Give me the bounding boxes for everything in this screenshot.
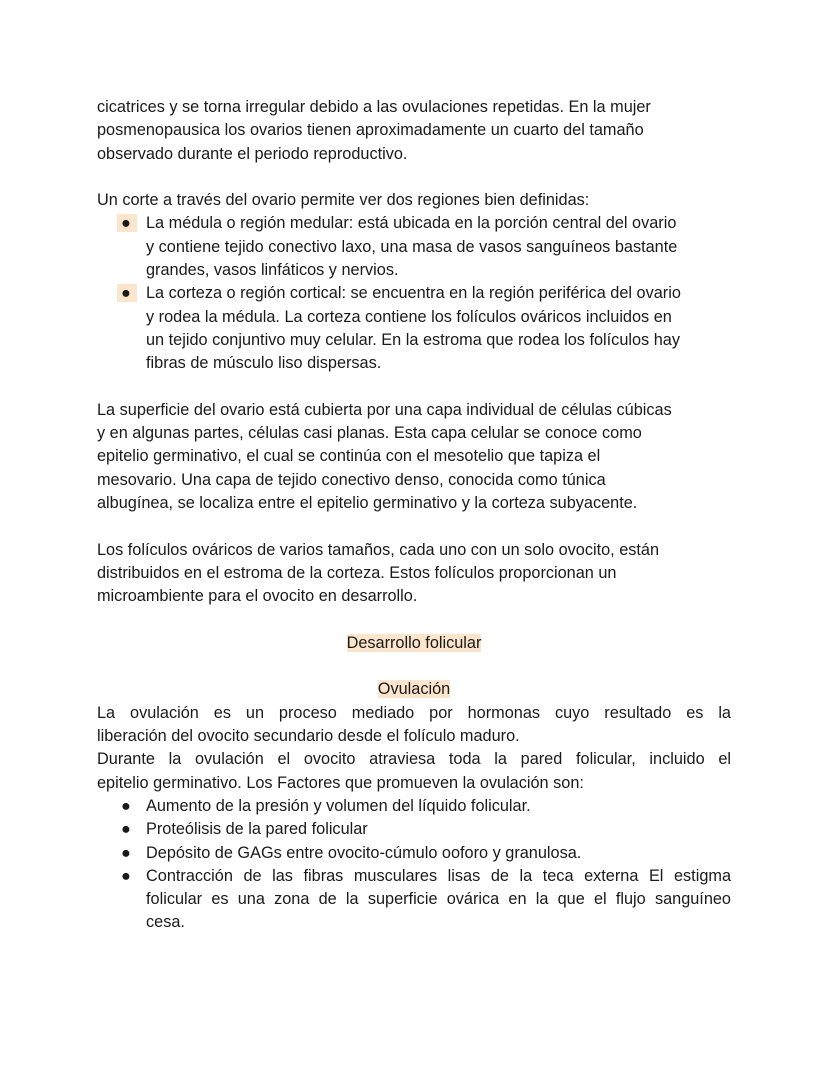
- text-line: La superficie del ovario está cubierta por una capa individual de células cúbicas: [97, 400, 672, 419]
- paragraph-follicles: [97, 539, 731, 609]
- heading-desarrollo-folicular: Desarrollo folicular: [346, 633, 482, 652]
- text-line: y contiene tejido conectivo laxo, una masa de vasos sanguíneos bastante: [146, 237, 678, 256]
- text-line: epitelio germinativo, el cual se continúa con el mesotelio que tapiza el: [97, 447, 601, 466]
- text-line: un tejido conjuntivo muy celular. En la estroma que rodea los folículos hay: [146, 330, 680, 349]
- regions-list: [97, 212, 731, 375]
- text-line: La ovulación es un proceso mediado por hormonas cuyo resultado es la: [97, 703, 731, 722]
- text-line: Depósito de GAGs entre ovocito-cúmulo ooforo y granulosa.: [146, 843, 582, 862]
- bullet-icon: ●: [121, 212, 143, 235]
- paragraph-ovulation-definition: [97, 702, 731, 749]
- text-line: liberación del ovocito secundario desde el folículo maduro.: [97, 727, 520, 746]
- list-item-factor: [97, 818, 731, 841]
- bullet-icon: ●: [121, 282, 143, 305]
- text-line: cesa.: [146, 913, 185, 932]
- text-line: epitelio germinativo. Los Factores que promueven la ovulación son:: [97, 773, 584, 792]
- text-line: posmenopausica los ovarios tienen aproximadamente un cuarto del tamaño: [97, 121, 644, 140]
- list-item-medula: [97, 212, 731, 282]
- text-line: Proteólisis de la pared folicular: [146, 820, 368, 839]
- text-line: Durante la ovulación el ovocito atraviesa toda la pared folicular, incluido el: [97, 750, 731, 769]
- list-item-corteza: [97, 282, 731, 375]
- list-item-factor: [97, 865, 731, 935]
- text-line: y rodea la médula. La corteza contiene los folículos ováricos incluidos en: [146, 307, 672, 326]
- text-line: La corteza o región cortical: se encuentra en la región periférica del ovario: [146, 284, 681, 303]
- text-line: albugínea, se localiza entre el epitelio germinativo y la corteza subyacente.: [97, 494, 638, 513]
- list-item-factor: [97, 842, 731, 865]
- paragraph-ovulation-factors: [97, 748, 731, 795]
- text-line: Contracción de las fibras musculares lisas de la teca externa El estigma: [146, 866, 731, 885]
- text-line: y en algunas partes, células casi planas. Esta capa celular se conoce como: [97, 424, 642, 443]
- text-line: Los folículos ováricos de varios tamaños, cada uno con un solo ovocito, están: [97, 540, 660, 559]
- text-line: folicular es una zona de la superficie ovárica en la que el flujo sanguíneo: [146, 890, 731, 909]
- text-line: observado durante el periodo reproductivo.: [97, 144, 408, 163]
- text-line: Aumento de la presión y volumen del líquido folicular.: [146, 796, 531, 815]
- heading-ovulacion: Ovulación: [377, 680, 451, 699]
- paragraph-regions-intro: Un corte a través del ovario permite ver dos regiones bien definidas:: [97, 191, 590, 210]
- factors-list: [97, 795, 731, 935]
- text-line: fibras de músculo liso dispersas.: [146, 354, 382, 373]
- list-item-factor: [97, 795, 731, 818]
- document-page: [97, 96, 731, 935]
- paragraph-surface: [97, 399, 731, 515]
- text-line: grandes, vasos linfáticos y nervios.: [146, 261, 399, 280]
- text-line: La médula o región medular: está ubicada en la porción central del ovario: [146, 214, 677, 233]
- text-line: cicatrices y se torna irregular debido a las ovulaciones repetidas. En la mujer: [97, 98, 651, 116]
- bullet-icon: ●: [121, 796, 131, 815]
- text-line: distribuidos en el estroma de la corteza. Estos folículos proporcionan un: [97, 563, 617, 582]
- bullet-icon: ●: [121, 820, 131, 839]
- bullet-icon: ●: [121, 866, 131, 885]
- text-line: microambiente para el ovocito en desarrollo.: [97, 587, 418, 606]
- paragraph-ovary-aging: [97, 96, 731, 166]
- text-line: mesovario. Una capa de tejido conectivo denso, conocida como túnica: [97, 470, 606, 489]
- bullet-icon: ●: [121, 843, 131, 862]
